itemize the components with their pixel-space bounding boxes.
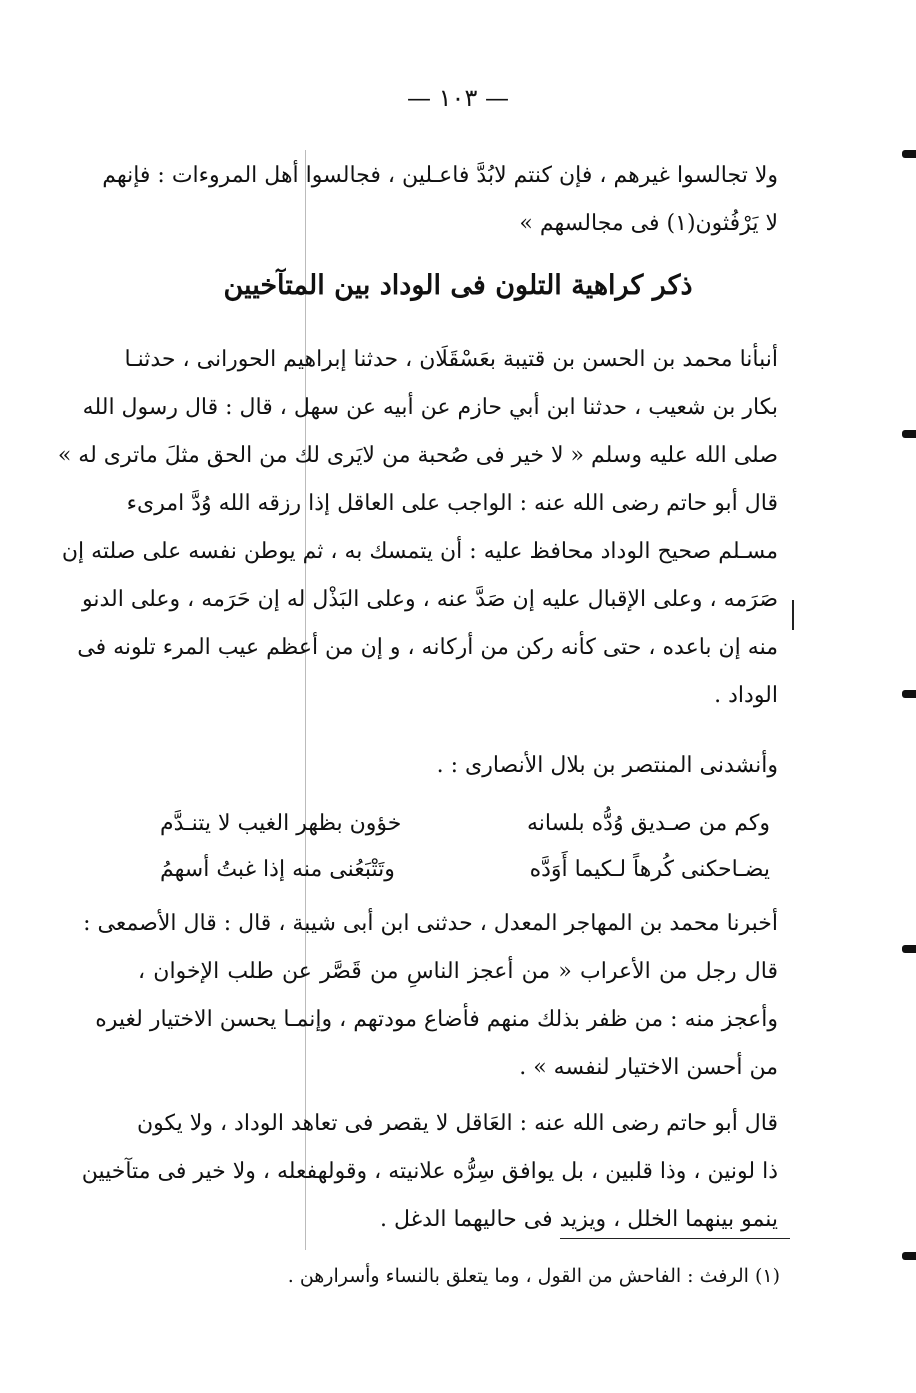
verse-second-hemistich: خؤون بظهر الغيب لا يتنـدَّم	[160, 811, 402, 836]
text-line: من أحسن الاختيار لنفسه » .	[519, 1055, 778, 1080]
text-line: أنبأنا محمد بن الحسن بن قتيبة بعَسْقَلَان ، حدثنا إبراهيم الحورانى ، حدثنـا	[124, 347, 778, 372]
text-line: صَرَمه ، وعلى الإقبال عليه إن صَدَّ عنه ، وعلى البَذْل له إن حَرَمه ، وعلى الدنو	[81, 587, 778, 612]
text-line: قال أبو حاتم رضى الله عنه : الواجب على العاقل إذا رزقه الله وُدَّ امرىء	[126, 491, 778, 516]
verse-second-hemistich: وتَتْبَعُنى منه إذا غبتُ أسهمُ	[160, 857, 395, 882]
footnote: (١) الرفث : الفاحش من القول ، وما يتعلق بالنساء وأسرارهن .	[287, 1265, 780, 1287]
text-line: قال رجل من الأعراب « من أعجز الناسِ من قَصَّر عن طلب الإخوان ،	[138, 959, 778, 984]
text-line: بكار بن شعيب ، حدثنا ابن أبي حازم عن أبيه عن سهل ، قال : قال رسول الله	[82, 395, 778, 420]
edge-mark	[902, 690, 916, 698]
verse-line	[160, 800, 770, 848]
paragraph-2	[83, 900, 778, 1092]
text-line: الوداد .	[714, 683, 778, 708]
edge-mark	[902, 430, 916, 438]
paragraph-3	[81, 1100, 778, 1244]
verse-first-hemistich: يضـاحكنى كُرهاً لـكيما أَوَدَّه	[529, 857, 770, 882]
edge-mark	[902, 1252, 916, 1260]
text-line: لا يَرْفُثون(١) فى مجالسهم »	[519, 211, 778, 236]
text-line: ولا تجالسوا غيرهم ، فإن كنتم لابُدَّ فاعـلين ، فجالسوا أهل المروءات : فإنهم	[102, 163, 778, 188]
page-number: — ١٠٣ —	[407, 84, 509, 112]
paragraph-1	[57, 336, 778, 720]
text-line: مسـلم صحيح الوداد محافظ عليه : أن يتمسك به ، ثم يوطن نفسه على صلته إن	[61, 539, 778, 564]
text-line: أخبرنا محمد بن المهاجر المعدل ، حدثنى ابن أبى شيبة ، قال : قال الأصمعى :	[83, 911, 778, 936]
verse-intro	[138, 742, 778, 790]
margin-bar	[792, 600, 794, 630]
footnote-divider	[560, 1238, 790, 1239]
text-line: صلى الله عليه وسلم « لا خير فى صُحبة من لايَرى لك من الحق مثلَ ماترى له »	[57, 443, 778, 468]
verse-line	[160, 846, 770, 894]
edge-mark	[902, 150, 916, 158]
verse-first-hemistich: وكم من صـديق وُدُّه بلسانه	[527, 811, 770, 836]
section-heading: ذكر كراهية التلون فى الوداد بين المتآخيين	[223, 270, 693, 301]
text-line: قال أبو حاتم رضى الله عنه : العَاقل لا يقصر فى تعاهد الوداد ، ولا يكون	[137, 1111, 778, 1136]
text-line: وأعجز منه : من ظفر بذلك منهم فأضاع مودتهم ، وإنمـا يحسن الاختيار لغيره	[95, 1007, 778, 1032]
edge-mark	[902, 945, 916, 953]
text-line: وأنشدنى المنتصر بن بلال الأنصارى : .	[436, 753, 778, 778]
text-line: منه إن باعده ، حتى كأنه ركن من أركانه ، و إن من أعظم عيب المرء تلونه فى	[77, 635, 778, 660]
text-line: ذا لونين ، وذا قلبين ، بل يوافق سِرُّه علانيته ، وقولهفعله ، ولا خير فى متآخيين	[81, 1159, 778, 1184]
text-line: ينمو بينهما الخلل ، ويزيد فى حاليهما الدغل .	[380, 1207, 778, 1232]
intro-paragraph	[102, 152, 778, 248]
